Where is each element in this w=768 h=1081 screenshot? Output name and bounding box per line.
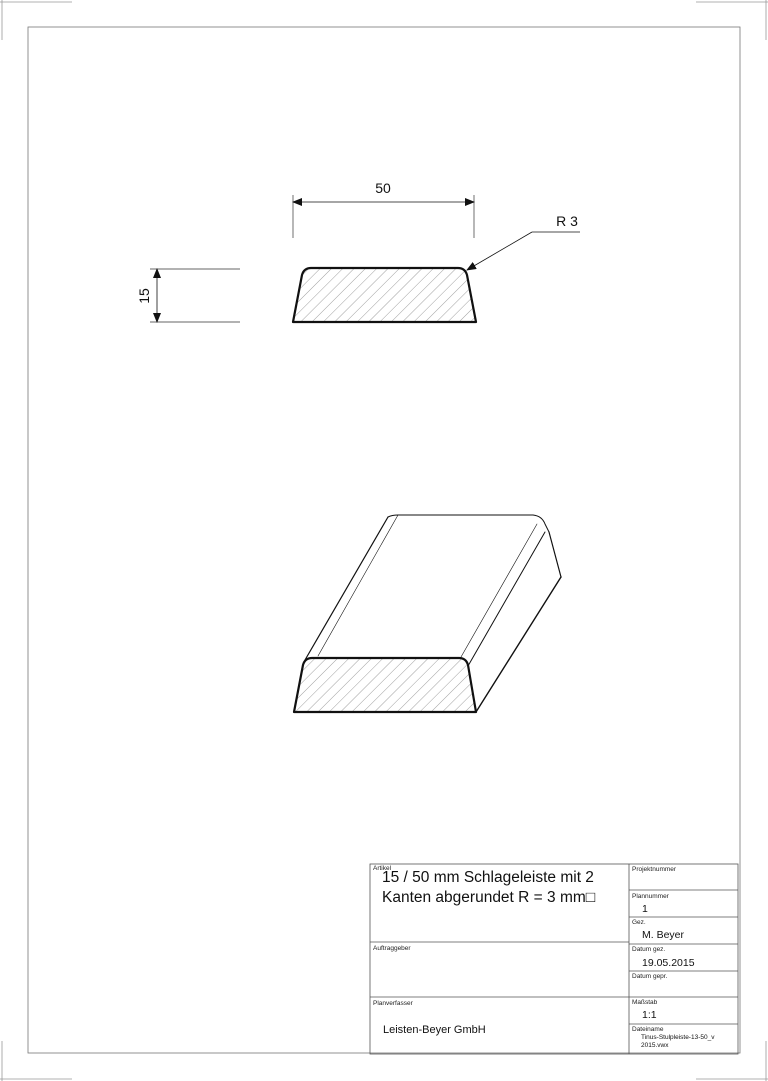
height-dimension bbox=[136, 269, 240, 322]
auftraggeber-label: Auftraggeber bbox=[373, 945, 411, 952]
article-title: 15 / 50 mm Schlageleiste mit 2 Kanten abgerundet R = 3 mm□ bbox=[382, 869, 596, 906]
gez-value: M. Beyer bbox=[642, 929, 685, 941]
datum-gez-value: 19.05.2015 bbox=[642, 957, 695, 969]
projektnummer-label: Projektnummer bbox=[632, 866, 677, 873]
massstab-label: Maßstab bbox=[632, 999, 658, 1006]
plannummer-label: Plannummer bbox=[632, 893, 669, 900]
width-dimension bbox=[293, 180, 474, 238]
width-dimension-label: 50 bbox=[375, 180, 391, 196]
plannummer-value: 1 bbox=[642, 903, 648, 915]
dateiname-value: Tinus-Stulpleiste-13-50_v 2015.vwx bbox=[641, 1034, 715, 1049]
front-profile bbox=[294, 658, 476, 712]
planverfasser-label: Planverfasser bbox=[373, 1000, 413, 1007]
dateiname-label: Dateiname bbox=[632, 1026, 664, 1033]
gez-label: Gez. bbox=[632, 919, 646, 926]
massstab-value: 1:1 bbox=[642, 1009, 657, 1021]
cross-section-view bbox=[136, 180, 580, 322]
radius-label: R 3 bbox=[556, 213, 578, 229]
isometric-view bbox=[294, 515, 561, 712]
planverfasser-value: Leisten-Beyer GmbH bbox=[383, 1024, 486, 1036]
artikel-label: Artikel bbox=[373, 865, 392, 872]
height-dimension-label: 15 bbox=[136, 288, 152, 304]
datum-gez-label: Datum gez. bbox=[632, 946, 666, 953]
cross-section-profile bbox=[293, 268, 476, 322]
radius-leader bbox=[467, 213, 580, 270]
datum-gepr-label: Datum gepr. bbox=[632, 973, 668, 980]
